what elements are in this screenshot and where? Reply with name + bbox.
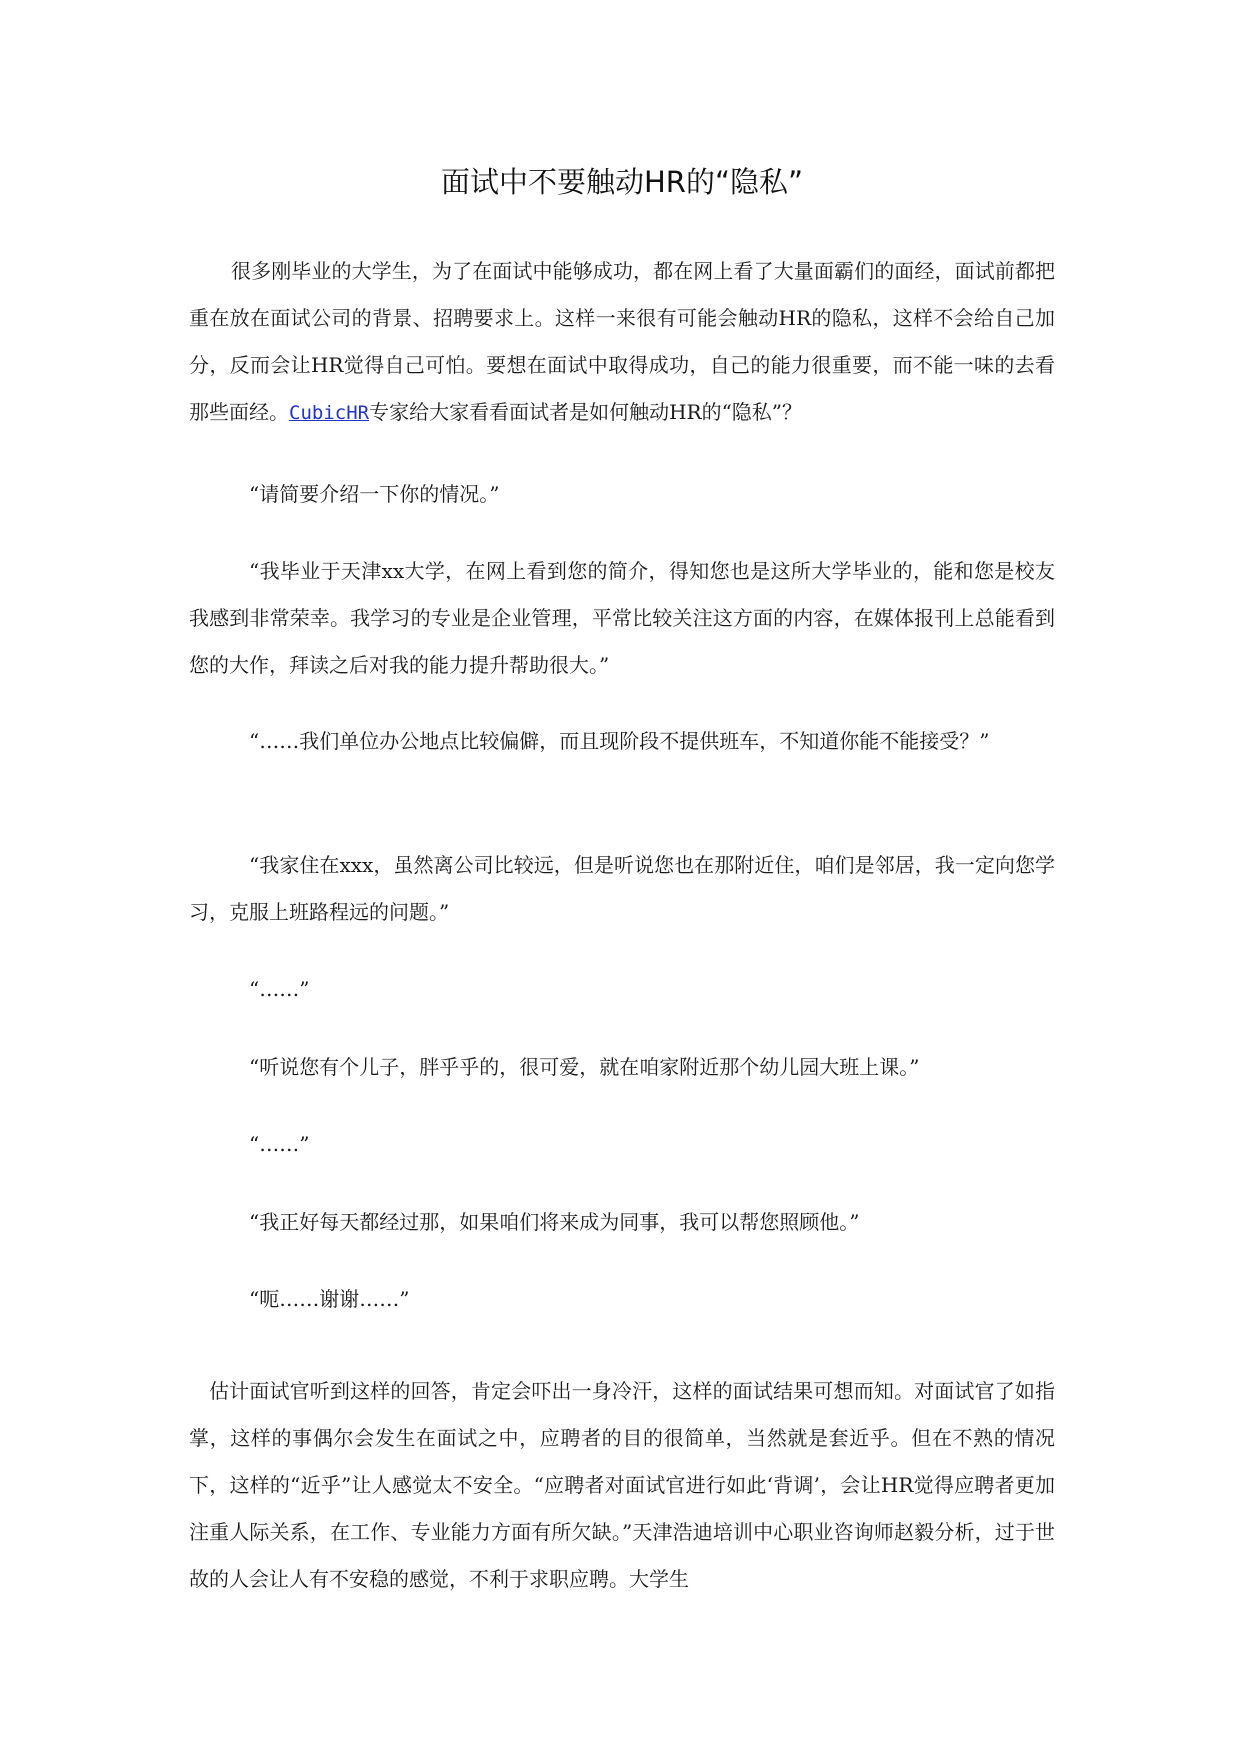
intro-text-after-link: 专家给大家看看面试者是如何触动HR的“隐私”？ — [369, 400, 803, 424]
dialogue-line: “我家住在xxx，虽然离公司比较远，但是听说您也在那附近住，咱们是邻居，我一定向您学习，克服上班路程远的问题。” — [189, 853, 1055, 924]
dialogue-line: “……” — [249, 977, 310, 1001]
intro-paragraph — [189, 248, 1055, 437]
conclusion-paragraph: 估计面试官听到这样的回答，肯定会吓出一身冷汗，这样的面试结果可想而知。对面试官了如指掌，这样的事偶尔会发生在面试之中，应聘者的目的很简单，当然就是套近乎。但在不熟的情况下，这样的“近乎”让人感觉太不安全。“应聘者对面试官进行如此‘背调’，会让HR觉得应聘者更加注重人际关系，在工作、专业能力方面有所欠缺。”天津浩迪培训中心职业咨询师赵毅分析，过于世故的人会让人有不安稳的感觉，不利于求职应聘。大学生 — [189, 1379, 1055, 1591]
cubichr-link[interactable]: CubicHR — [289, 402, 370, 424]
dialogue-line: “呃……谢谢……” — [249, 1287, 410, 1311]
intro-text: 很多刚毕业的大学生，为了在面试中能够成功，都在网上看了大量面霸们的面经，面试前都把重在放在面试公司的背景、招聘要求上。这样一来很有可能会触动HR的隐私，这样不会给自己加分，反而会让HR觉得自己可怕。要想在面试中取得成功，自己的能力很重要，而不能一味的去看那些面经。 — [189, 259, 1055, 424]
dialogue-line: “我毕业于天津xx大学，在网上看到您的简介，得知您也是这所大学毕业的，能和您是校友我感到非常荣幸。我学习的专业是企业管理，平常比较关注这方面的内容，在媒体报刊上总能看到您的大作，拜读之后对我的能力提升帮助很大。” — [189, 559, 1055, 677]
dialogue-line: “请简要介绍一下你的情况。” — [249, 482, 500, 506]
dialogue-line: “……我们单位办公地点比较偏僻，而且现阶段不提供班车，不知道你能不能接受？” — [249, 729, 990, 753]
document-title: 面试中不要触动HR的“隐私” — [440, 165, 803, 199]
dialogue-line: “……” — [249, 1132, 310, 1156]
dialogue-line: “我正好每天都经过那，如果咱们将来成为同事，我可以帮您照顾他。” — [249, 1210, 860, 1234]
dialogue-line: “听说您有个儿子，胖乎乎的，很可爱，就在咱家附近那个幼儿园大班上课。” — [249, 1055, 920, 1079]
